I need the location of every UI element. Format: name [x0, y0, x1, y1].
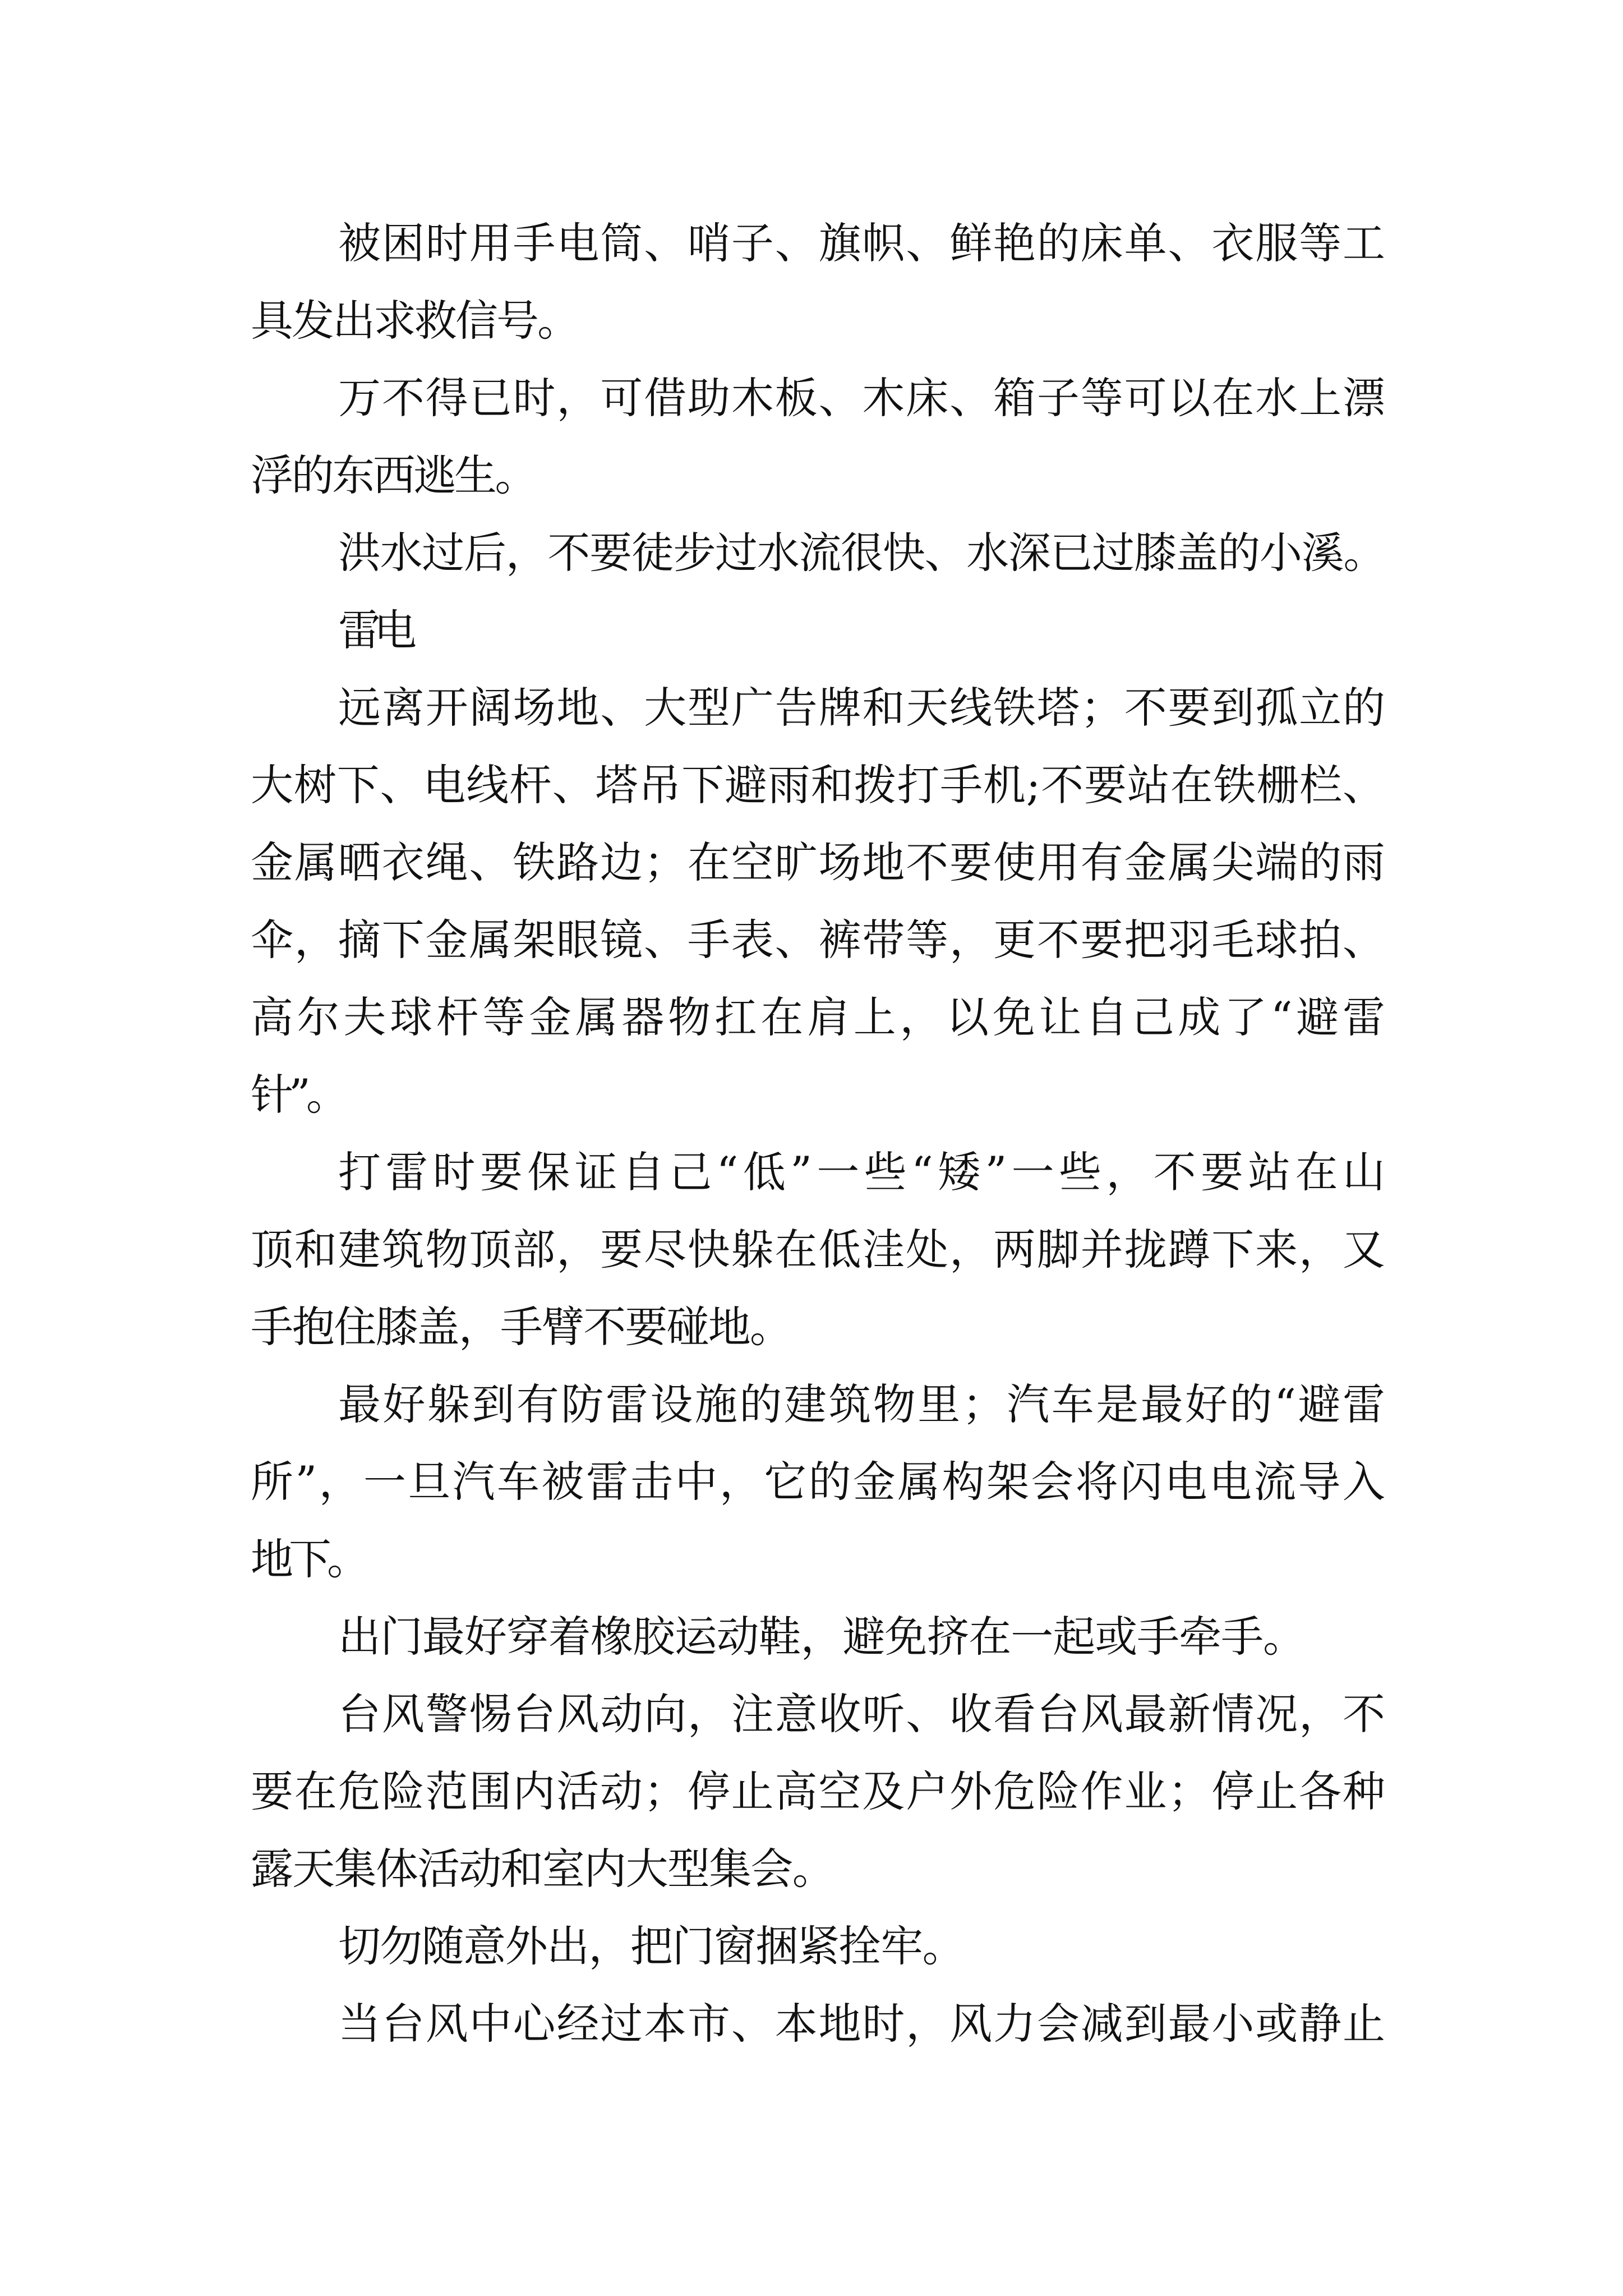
paragraph	[251, 1366, 1385, 1598]
text-line: 台风警惕台风动向，注意收听、收看台风最新情况，不	[338, 1689, 1385, 1739]
text-line: 大树下、电线杆、塔吊下避雨和拨打手机;不要站在铁栅栏、	[251, 760, 1385, 810]
document-body	[251, 205, 1385, 2063]
text-line: 打雷时要保证自己“低”一些“矮”一些，不要站在山	[338, 1147, 1385, 1197]
paragraph	[251, 360, 1385, 514]
text-line: 当台风中心经过本市、本地时，风力会减到最小或静止	[338, 1999, 1385, 2049]
paragraph	[251, 1985, 1385, 2063]
text-line: 具发出求救信号。	[251, 296, 578, 346]
text-line: 针”。	[251, 1070, 344, 1120]
text-line: 万不得已时，可借助木板、木床、箱子等可以在水上漂	[338, 373, 1385, 423]
paragraph	[251, 205, 1385, 360]
text-line: 洪水过后，不要徒步过水流很快、水深已过膝盖的小溪。	[338, 528, 1385, 578]
text-line: 地下。	[251, 1534, 365, 1584]
text-line: 伞，摘下金属架眼镜、手表、裤带等，更不要把羽毛球拍、	[251, 915, 1385, 965]
paragraph	[251, 1676, 1385, 1908]
text-line: 被困时用手电筒、哨子、旗帜、鲜艳的床单、衣服等工	[338, 218, 1385, 268]
paragraph	[251, 1908, 1385, 1985]
text-line: 顶和建筑物顶部，要尽快躲在低洼处，两脚并拢蹲下来，又	[251, 1225, 1385, 1274]
text-line: 露天集体活动和室内大型集会。	[251, 1844, 834, 1894]
paragraph	[251, 1598, 1385, 1676]
section-heading-text: 雷电	[338, 605, 410, 655]
text-line: 最好躲到有防雷设施的建筑物里；汽车是最好的“避雷	[338, 1379, 1385, 1429]
paragraph	[251, 1134, 1385, 1366]
text-line: 金属晒衣绳、铁路边；在空旷场地不要使用有金属尖端的雨	[251, 838, 1385, 887]
text-line: 远离开阔场地、大型广告牌和天线铁塔；不要到孤立的	[338, 683, 1385, 733]
text-line: 切勿随意外出，把门窗捆紧拴牢。	[338, 1921, 964, 1971]
text-line: 所”，一旦汽车被雷击中，它的金属构架会将闪电电流导入	[251, 1457, 1385, 1507]
paragraph	[251, 669, 1385, 1134]
text-line: 要在危险范围内活动；停止高空及户外危险作业；停止各种	[251, 1766, 1385, 1816]
text-line: 高尔夫球杆等金属器物扛在肩上，以免让自己成了“避雷	[251, 992, 1385, 1042]
text-line: 出门最好穿着橡胶运动鞋，避免挤在一起或手牵手。	[338, 1612, 1305, 1662]
section-heading	[251, 592, 1385, 669]
paragraph	[251, 514, 1385, 592]
text-line: 浮的东西逃生。	[251, 450, 536, 500]
text-line: 手抱住膝盖，手臂不要碰地。	[251, 1302, 791, 1352]
